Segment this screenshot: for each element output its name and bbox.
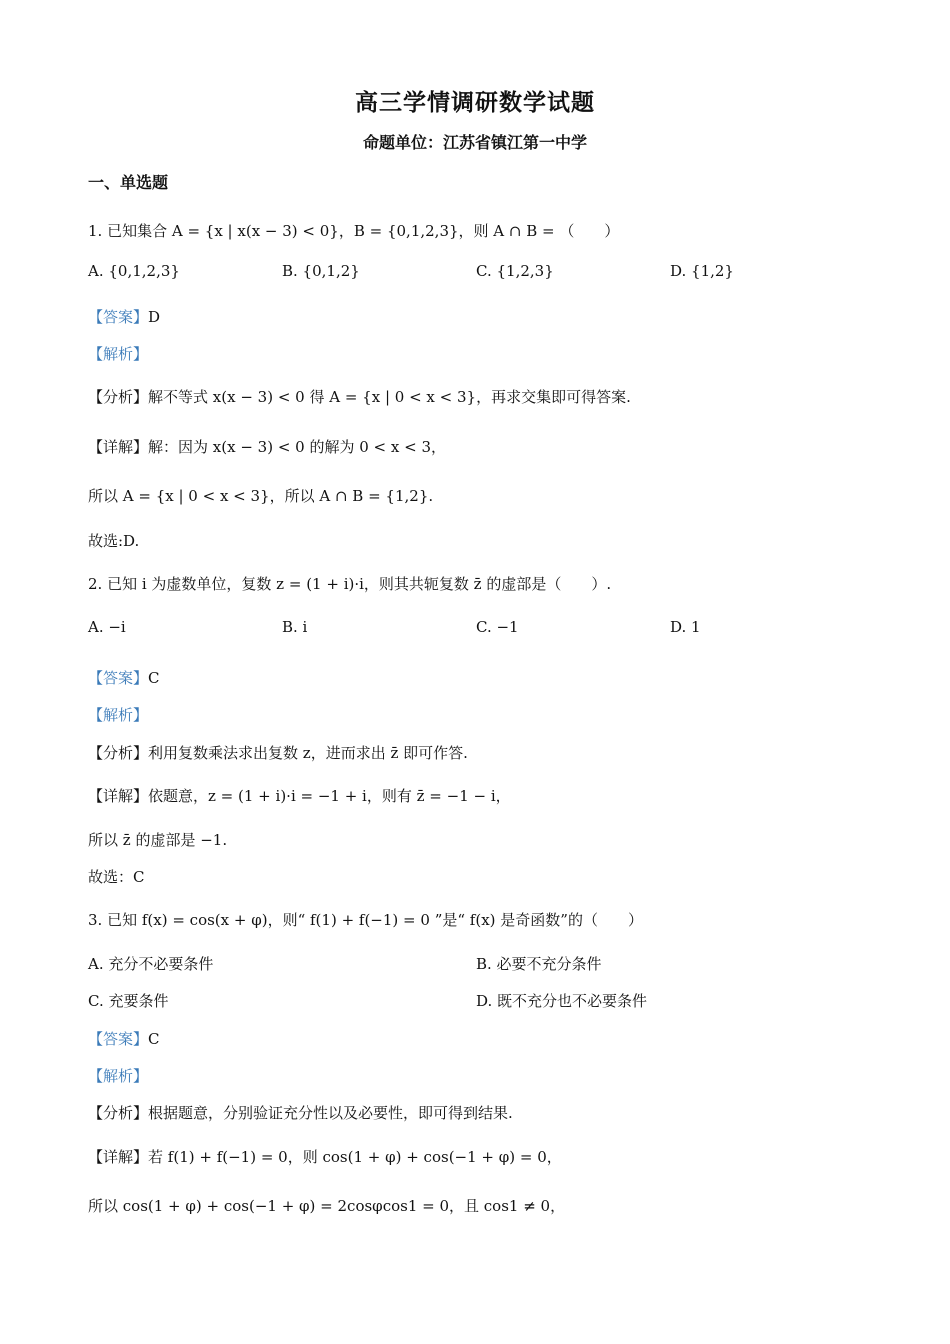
- q3-answer-row: [88, 1028, 160, 1049]
- q2-option-b: B. i: [282, 618, 308, 636]
- question-1-stem: 1. 已知集合 A = {x | x(x − 3) < 0}，B = {0,1,2,3}，则 A ∩ B = （ ）: [88, 222, 620, 240]
- detail-tag: 【详解】: [88, 438, 149, 456]
- answer-value: C: [148, 1030, 160, 1048]
- q2-detail-line2: 所以 z̄ 的虚部是 −1.: [88, 831, 228, 849]
- q1-option-d: D. {1,2}: [670, 262, 734, 280]
- q1-option-a: A. {0,1,2,3}: [88, 262, 180, 280]
- q1-detail: [88, 436, 446, 457]
- q1-choice: 故选:D.: [88, 532, 140, 550]
- answer-tag: 【答案】: [88, 308, 149, 326]
- q3-analysis: [88, 1102, 513, 1123]
- detail-text: 依题意，z = (1 + i)·i = −1 + i，则有 z̄ = −1 − i，: [148, 787, 511, 805]
- question-2-stem: 2. 已知 i 为虚数单位，复数 z = (1 + i)·i，则其共轭复数 z̄ 的虚部是（ ）.: [88, 575, 612, 593]
- q1-answer-row: [88, 306, 160, 327]
- q2-choice: 故选：C: [88, 868, 145, 886]
- q3-option-b: B. 必要不充分条件: [476, 955, 602, 973]
- q3-option-d: D. 既不充分也不必要条件: [476, 992, 648, 1010]
- q1-option-b: B. {0,1,2}: [282, 262, 360, 280]
- q3-option-a: A. 充分不必要条件: [88, 955, 214, 973]
- question-3-stem: 3. 已知 f(x) = cos(x + φ)，则“ f(1) + f(−1) = 0 ”是“ f(x) 是奇函数”的（ ）: [88, 911, 643, 929]
- q2-option-c: C. −1: [476, 618, 519, 636]
- page-title: 高三学情调研数学试题: [355, 89, 595, 116]
- q3-option-c: C. 充要条件: [88, 992, 169, 1010]
- analysis-text: 解不等式 x(x − 3) < 0 得 A = {x | 0 < x < 3}，再求交集即可得答案.: [148, 388, 631, 406]
- analysis-text: 利用复数乘法求出复数 z，进而求出 z̄ 即可作答.: [148, 744, 468, 762]
- q2-answer-row: [88, 667, 160, 688]
- detail-tag: 【详解】: [88, 1148, 149, 1166]
- answer-tag: 【答案】: [88, 1030, 149, 1048]
- q2-detail: [88, 785, 511, 806]
- section-heading: 一、单选题: [88, 173, 169, 192]
- q3-detail-line2: 所以 cos(1 + φ) + cos(−1 + φ) = 2cosφcos1 = 0，且 cos1 ≠ 0，: [88, 1197, 566, 1215]
- q3-jiexi-tag: 【解析】: [88, 1067, 149, 1085]
- detail-text: 解：因为 x(x − 3) < 0 的解为 0 < x < 3，: [148, 438, 446, 456]
- q1-detail-line2: 所以 A = {x | 0 < x < 3}，所以 A ∩ B = {1,2}.: [88, 487, 434, 505]
- q2-option-d: D. 1: [670, 618, 701, 636]
- q1-option-c: C. {1,2,3}: [476, 262, 554, 280]
- analysis-text: 根据题意，分别验证充分性以及必要性，即可得到结果.: [148, 1104, 513, 1122]
- page-subtitle: 命题单位：江苏省镇江第一中学: [362, 133, 587, 152]
- q1-analysis: [88, 386, 631, 407]
- answer-value: C: [148, 669, 160, 687]
- detail-tag: 【详解】: [88, 787, 149, 805]
- answer-value: D: [148, 308, 161, 326]
- analysis-tag: 【分析】: [88, 1104, 149, 1122]
- q2-option-a: A. −i: [88, 618, 126, 636]
- detail-text: 若 f(1) + f(−1) = 0，则 cos(1 + φ) + cos(−1 + φ) = 0，: [148, 1148, 562, 1166]
- analysis-tag: 【分析】: [88, 388, 149, 406]
- q2-analysis: [88, 742, 468, 763]
- answer-tag: 【答案】: [88, 669, 149, 687]
- q3-detail: [88, 1146, 562, 1167]
- q1-jiexi-tag: 【解析】: [88, 345, 149, 363]
- q2-jiexi-tag: 【解析】: [88, 706, 149, 724]
- analysis-tag: 【分析】: [88, 744, 149, 762]
